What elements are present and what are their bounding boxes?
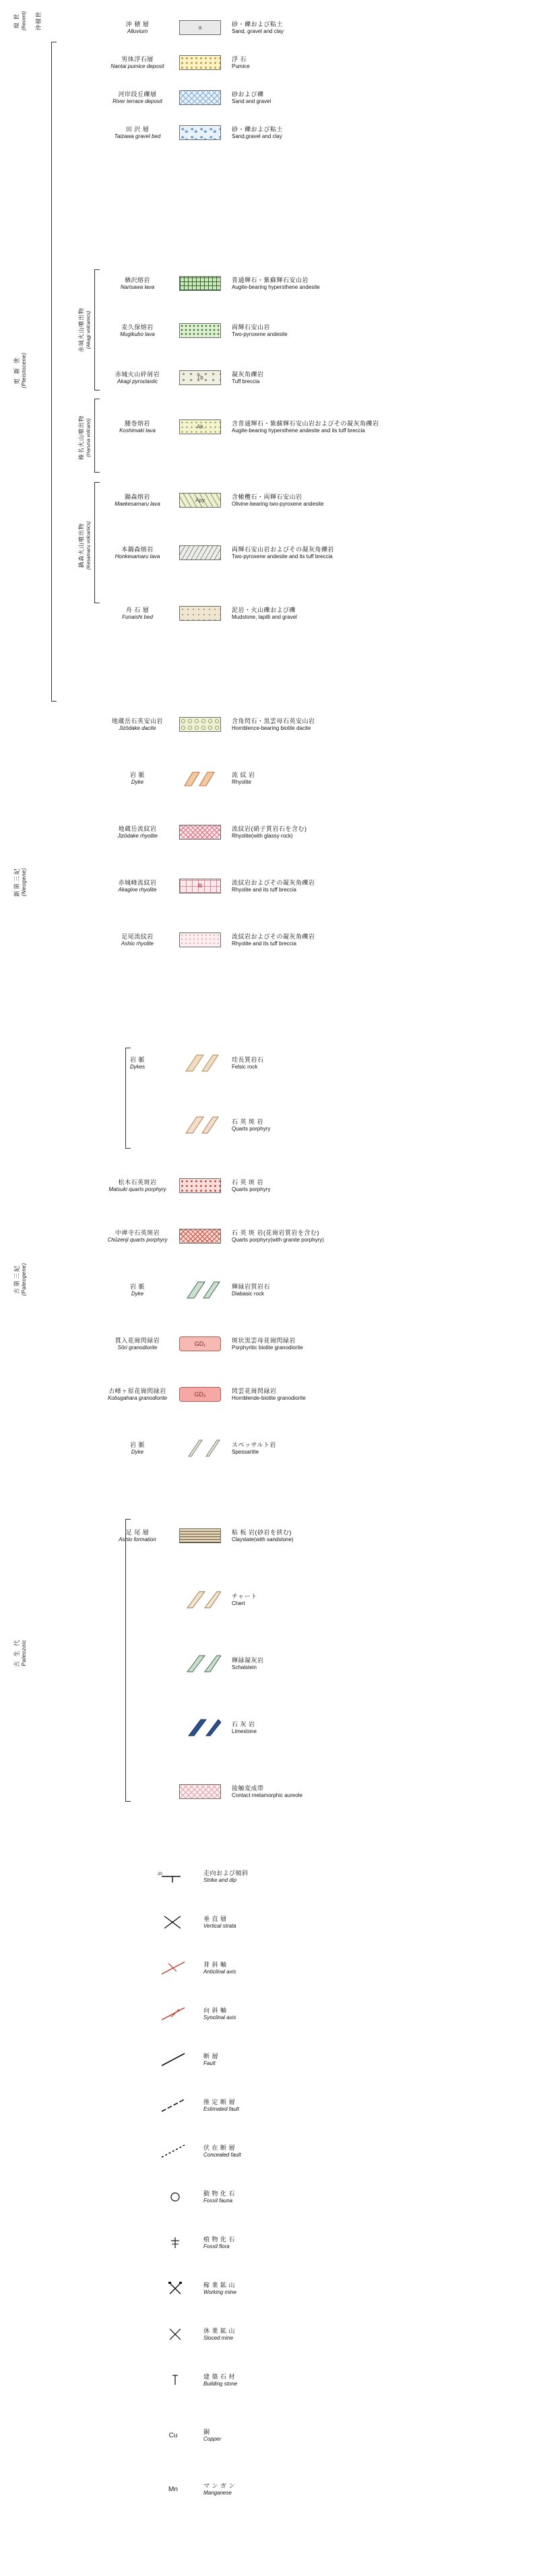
unit-swatch	[174, 545, 226, 560]
era-paleogene	[9, 1064, 30, 1495]
estimated-fault-icon	[158, 2097, 189, 2114]
unit-name: 岩 脈 Dyke	[129, 1442, 145, 1455]
symbol-icon	[0, 2326, 203, 2343]
symbol-manganese	[0, 2478, 547, 2501]
unit-swatch	[174, 825, 226, 840]
group-kesamaru	[74, 485, 94, 606]
symbol-concealed-fault	[0, 2140, 547, 2163]
unit-row-aureole	[101, 1777, 546, 1806]
unit-row-kobugahara-granodiorite	[101, 1380, 546, 1409]
symbol-label: 銅 Copper	[203, 2428, 222, 2442]
symbol-icon	[0, 2142, 203, 2160]
symbol-fossil-fauna	[0, 2185, 547, 2208]
symbol-label: 植 物 化 石 Fossil flora	[203, 2235, 236, 2249]
unit-desc: 泥岩・火山礫および礫 Mudstone, lapilli and gravel	[232, 607, 297, 620]
unit-swatch	[174, 770, 226, 787]
unit-row-ashio-clayslate	[101, 1522, 546, 1550]
unit-name: 本鍋森熔岩 Honkesamaru lava	[115, 546, 160, 560]
era-paleozoic-jp: 古 生 代	[13, 1638, 20, 1668]
unit-row-akagi-pyroclastic	[101, 364, 546, 392]
unit-row-dyke-felsic	[101, 1049, 546, 1077]
unit-swatch	[174, 1229, 226, 1244]
unit-desc: 流紋岩(硝子質岩石を含む) Rhyolite(with glassy rock)	[232, 825, 307, 839]
group-haruna-jp: 榛名火山噴出物	[77, 415, 85, 461]
unit-name: 男体浮石層 Nantai pumice deposit	[110, 56, 164, 69]
unit-name: 岩 脈 Dykes	[129, 1056, 146, 1070]
bracket-haruna	[94, 399, 95, 473]
unit-desc: 含橄欖石・両輝石安山岩 Olivine-bearing two-pyroxene andesite	[232, 494, 324, 507]
unit-name: 松木石英斑岩 Matsuki quarts porphyry	[108, 1179, 166, 1192]
group-akagi-jp: 赤城火山噴出物	[77, 307, 85, 353]
swatch-label: Ah	[197, 423, 203, 430]
unit-desc: 両輝石安山岩およびその凝灰角礫岩 Two-pyroxene andesite and its tuff breccia	[232, 546, 335, 560]
group-haruna-en: (Haruna volcano)	[85, 418, 92, 457]
unit-name: 麦久保熔岩 Mugikubo lava	[120, 324, 155, 337]
symbol-working-mine	[0, 2277, 547, 2300]
era-pleistocene	[9, 40, 30, 700]
unit-desc: 含普通輝石・紫蘇輝石安山岩およびその凝灰角礫岩 Augite-bearing hypersthene andesite and its tuff breccia	[232, 420, 379, 434]
symbol-icon	[0, 2371, 203, 2389]
era-recent-en: (Recent)	[20, 11, 27, 31]
unit-desc: 砂および礫 Sand and gravel	[232, 91, 271, 104]
unit-desc: 斑状黒雲母花崗閃緑岩 Porphyritic biotite granodiorite	[232, 1337, 303, 1351]
unit-desc: 流紋岩およびその凝灰角礫岩 Rhyolite and its tuff breccia	[232, 933, 315, 947]
symbol-vertical-strata	[0, 1911, 547, 1934]
unit-swatch	[174, 493, 226, 508]
fossil-flora-icon	[158, 2234, 189, 2251]
symbol-label: マ ン ガ ン Manganese	[203, 2482, 236, 2496]
symbol-label: 動 物 化 石 Fossil fauna	[203, 2190, 236, 2204]
era-neogene-jp: 新第三紀	[13, 867, 20, 897]
swatch-label: Apy	[195, 497, 205, 504]
unit-row-nantai-pumice	[101, 48, 546, 77]
dyke-stripe-icon	[179, 1439, 221, 1458]
symbol-icon	[0, 1959, 203, 1977]
unit-desc: 砂・礫および粘土 Sand, gravel and clay	[232, 21, 284, 34]
unit-desc: 砂・礫および粘土 Sand,gravel and clay	[232, 126, 284, 139]
copper-symbol: Cu	[168, 2431, 178, 2439]
unit-row-sori-granodiorite	[101, 1330, 546, 1358]
vertical-strata-icon	[158, 1913, 189, 1931]
era-neogene-en: (Neogene)	[21, 867, 27, 897]
era-pleistocene-jp: 更 新 世	[13, 356, 20, 385]
symbol-label: 建 築 石 材 Building stone	[203, 2373, 238, 2387]
group-haruna	[74, 397, 94, 478]
symbol-label: 垂 直 層 Vertical strata	[203, 1915, 236, 1929]
symbol-label: 伏 在 断 層 Concealed fault	[203, 2144, 241, 2158]
unit-desc: 普通輝石・紫蘇輝石安山岩 Augite-bearing hypersthene andesite	[232, 277, 320, 290]
unit-desc: 珪長質岩石 Felsic rock	[232, 1056, 264, 1070]
symbol-icon	[0, 2427, 203, 2444]
unit-desc: 浮 石 Pumice	[232, 56, 250, 69]
symbol-fault	[0, 2048, 547, 2071]
symbol-label: 推 定 断 層 Estimated fault	[203, 2098, 239, 2112]
unit-swatch	[174, 55, 226, 70]
unit-row-chuzenji-quartz-porphyry	[101, 1222, 546, 1250]
swatch-label: GD₂	[194, 1391, 206, 1398]
synclinal-axis-icon	[158, 2005, 189, 2023]
symbol-estimated-fault	[0, 2094, 547, 2117]
swatch-label: R	[198, 883, 202, 889]
era-paleozoic	[9, 1508, 30, 1798]
era-recent-jp: 現 世	[13, 13, 20, 29]
unit-desc: 輝緑凝灰岩 Schalstein	[232, 1657, 264, 1670]
unit-desc: 閃雲花崗閃緑岩 Hornblende-biotite granodiorite	[232, 1388, 306, 1401]
symbol-closed-mine	[0, 2323, 547, 2346]
unit-desc: スペッサルト岩 Spessartite	[232, 1442, 277, 1455]
concealed-fault-icon	[158, 2142, 189, 2160]
symbol-copper	[0, 2424, 547, 2447]
unit-swatch	[174, 606, 226, 621]
symbol-building-stone	[0, 2369, 547, 2392]
symbol-icon	[0, 2097, 203, 2114]
unit-desc: 流紋岩およびその凝灰角礫岩 Rhyolite and its tuff breccia	[232, 879, 315, 893]
bracket-pleistocene	[51, 42, 52, 702]
limestone-stripe-icon	[179, 1718, 221, 1737]
bracket-kesamaru	[94, 482, 95, 603]
unit-swatch	[174, 879, 226, 893]
unit-swatch	[174, 125, 226, 140]
era-paleogene-jp: 古第三紀	[13, 1264, 20, 1295]
unit-swatch	[174, 370, 226, 385]
unit-name: 赤城火山砕屑岩 Akagi pyroclastic	[115, 371, 160, 384]
strike-dip-icon	[158, 1868, 189, 1885]
symbol-icon	[0, 2051, 203, 2068]
symbol-icon	[0, 2480, 203, 2498]
unit-desc: 粘 板 岩(砂岩を挟む) Clayslate(with sandstone)	[232, 1529, 294, 1543]
chert-stripe-icon	[179, 1590, 221, 1609]
unit-row-dyke-spessartite	[101, 1434, 546, 1462]
unit-desc: 輝緑岩質岩石 Diabasic rock	[232, 1283, 271, 1297]
manganese-symbol: Mn	[168, 2485, 178, 2493]
unit-desc: 石 灰 岩 Limestone	[232, 1721, 257, 1734]
unit-name: 貫入花崗閃緑岩 Sōri granodiorite	[115, 1337, 160, 1351]
unit-name: 足 尾 層 Ashio formation	[119, 1529, 156, 1543]
symbol-label: 稼 業 鉱 山 Working mine	[203, 2281, 236, 2295]
unit-row-mugikubo-lava	[101, 316, 546, 345]
unit-name: 楢沢熔岩 Narisawa lava	[120, 277, 155, 290]
dyke-stripe-icon	[179, 1116, 221, 1134]
swatch-label: a	[198, 24, 202, 31]
unit-desc: チャート Chert	[232, 1593, 257, 1606]
unit-swatch	[174, 419, 226, 434]
unit-swatch	[174, 1718, 226, 1737]
unit-swatch	[174, 1590, 226, 1609]
unit-swatch	[174, 1116, 226, 1134]
fault-icon	[158, 2051, 189, 2068]
closed-mine-icon	[158, 2326, 189, 2343]
unit-row-dyke-diabase	[101, 1276, 546, 1304]
dyke-stripe-icon	[179, 1281, 221, 1299]
unit-desc: 接触変成帯 Contact metamorphic aureole	[232, 1785, 302, 1798]
era-recent-sub	[30, 5, 47, 36]
group-akagi-en: (Akagi volcanics)	[85, 310, 92, 349]
symbol-icon	[0, 2005, 203, 2023]
symbol-icon	[0, 2234, 203, 2251]
symbol-label: 背 斜 軸 Anticlinal axis	[203, 1961, 236, 1975]
symbol-label: 走向および傾斜 Strike and dip	[203, 1869, 249, 1883]
unit-row-narisawa-lava	[101, 269, 546, 298]
unit-name: 古峰ヶ原花崗閃緑岩 Kobugahara granodiorite	[107, 1388, 168, 1401]
era-recent-sub-jp: 沖積世	[35, 11, 42, 31]
era-recent	[9, 5, 30, 36]
unit-row-quartz-porphyry-dyke	[101, 1111, 546, 1139]
unit-name: 足尾流紋岩 Ashio rhyolite	[121, 933, 154, 947]
symbol-label: 向 斜 軸 Synclinal axis	[203, 2006, 236, 2021]
unit-swatch	[174, 1439, 226, 1458]
unit-row-river-terrace	[101, 83, 546, 112]
unit-name: 地蔵岳石英安山岩 Jizōdake dacite	[111, 718, 163, 731]
symbol-label: 休 業 鉱 山 Sloced mine	[203, 2327, 236, 2341]
unit-row-dyke-rhyolite	[101, 764, 546, 792]
symbol-icon	[0, 2280, 203, 2297]
unit-name: 田 沢 層 Taizawa gravel bed	[114, 126, 161, 139]
unit-row-limestone	[101, 1714, 546, 1742]
unit-name: 岩 脈 Dyke	[129, 772, 145, 785]
unit-name: 岩 脈 Dyke	[129, 1283, 145, 1297]
unit-swatch	[174, 1528, 226, 1543]
unit-desc: 凝灰角礫岩 Tuff breccia	[232, 371, 264, 384]
symbol-syncline	[0, 2002, 547, 2025]
unit-swatch	[174, 1336, 226, 1351]
unit-desc: 流 紋 岩 Rhyolite	[232, 772, 255, 785]
unit-desc: 石 英 斑 岩 Quarts porphyry	[232, 1118, 271, 1132]
era-neogene	[9, 707, 30, 1057]
unit-row-koshimaki-lava	[101, 411, 546, 443]
unit-swatch	[174, 1654, 226, 1673]
unit-desc: 石 英 斑 岩 Quarts porphyry	[232, 1179, 271, 1192]
unit-swatch	[174, 933, 226, 947]
symbol-strike-dip	[0, 1865, 547, 1888]
unit-name: 地蔵岳流紋岩 Jizōdake rhyolite	[117, 825, 158, 839]
unit-name: 赤城峰流紋岩 Akagine rhyolite	[118, 879, 157, 893]
group-kesamaru-en: (Kesamaru volcanics)	[85, 520, 92, 570]
unit-swatch	[174, 276, 226, 291]
unit-row-ashio-rhyolite	[101, 926, 546, 954]
unit-row-alluvium	[101, 13, 546, 42]
unit-swatch	[174, 1784, 226, 1799]
unit-swatch	[174, 1387, 226, 1402]
dyke-stripe-icon	[179, 770, 221, 787]
era-paleogene-en: (Paleogene)	[21, 1262, 27, 1296]
symbol-anticline	[0, 1957, 547, 1979]
group-kesamaru-jp: 鍋森火山噴出物	[77, 522, 85, 568]
unit-swatch	[174, 1054, 226, 1073]
unit-row-matsuki-quartz-porphyry	[101, 1172, 546, 1200]
unit-desc: 両輝石安山岩 Two-pyroxene andesite	[232, 324, 288, 337]
unit-swatch	[174, 20, 226, 35]
unit-swatch	[174, 1281, 226, 1299]
unit-name: 沖 積 層 Alluvium	[125, 21, 150, 34]
unit-swatch	[174, 1178, 226, 1193]
symbol-icon	[0, 2188, 203, 2206]
swatch-label: Tb	[197, 374, 203, 381]
unit-swatch	[174, 323, 226, 338]
unit-row-maekesamaru-lava	[101, 486, 546, 514]
unit-name: 河岸段丘礫層 River terrace deposit	[112, 91, 162, 104]
era-pleistocene-en: (Pleistocene)	[21, 352, 27, 388]
unit-swatch	[174, 90, 226, 105]
group-akagi	[74, 269, 94, 391]
unit-desc: 含角閃石・黒雲母石英安山岩 Hornblence-bearing biotite dacite	[232, 718, 315, 731]
schalstein-stripe-icon	[179, 1654, 221, 1673]
unit-row-taizawa	[101, 118, 546, 147]
era-paleozoic-en: Paleozoic	[21, 1639, 27, 1666]
unit-row-akagine-rhyolite	[101, 872, 546, 900]
bracket-akagi	[94, 269, 95, 391]
symbol-icon	[0, 1868, 203, 1885]
unit-name: 舟 石 層 Funaishi bed	[122, 607, 153, 620]
anticlinal-axis-icon	[158, 1959, 189, 1977]
symbol-icon	[0, 1913, 203, 1931]
unit-row-schalstein	[101, 1650, 546, 1678]
unit-row-jizodake-dacite	[101, 710, 546, 739]
unit-desc: 石 英 斑 岩(花崗岩質岩を含む) Quarts porphyry(with granite porphyry)	[232, 1229, 324, 1243]
building-stone-icon	[158, 2371, 189, 2389]
unit-row-chert	[101, 1586, 546, 1614]
unit-row-honkesamaru-lava	[101, 539, 546, 567]
svg-text:20: 20	[158, 1872, 162, 1876]
unit-row-funaishi-bed	[101, 599, 546, 628]
unit-name: 中禅寺石英斑岩 Chūzenji quarts porphyry	[107, 1229, 168, 1243]
unit-row-jizodake-rhyolite	[101, 818, 546, 846]
symbol-fossil-flora	[0, 2231, 547, 2254]
dyke-stripe-icon	[179, 1054, 221, 1073]
unit-name: 腰巻熔岩 Koshimaki lava	[119, 420, 156, 434]
symbol-label: 断 層 Fault	[203, 2052, 219, 2066]
fossil-fauna-icon	[158, 2188, 189, 2206]
working-mine-icon	[158, 2280, 189, 2297]
swatch-label: GD₁	[194, 1341, 206, 1347]
unit-swatch	[174, 717, 226, 732]
unit-name: 鍋森熔岩 Maekesamaru lava	[115, 494, 160, 507]
